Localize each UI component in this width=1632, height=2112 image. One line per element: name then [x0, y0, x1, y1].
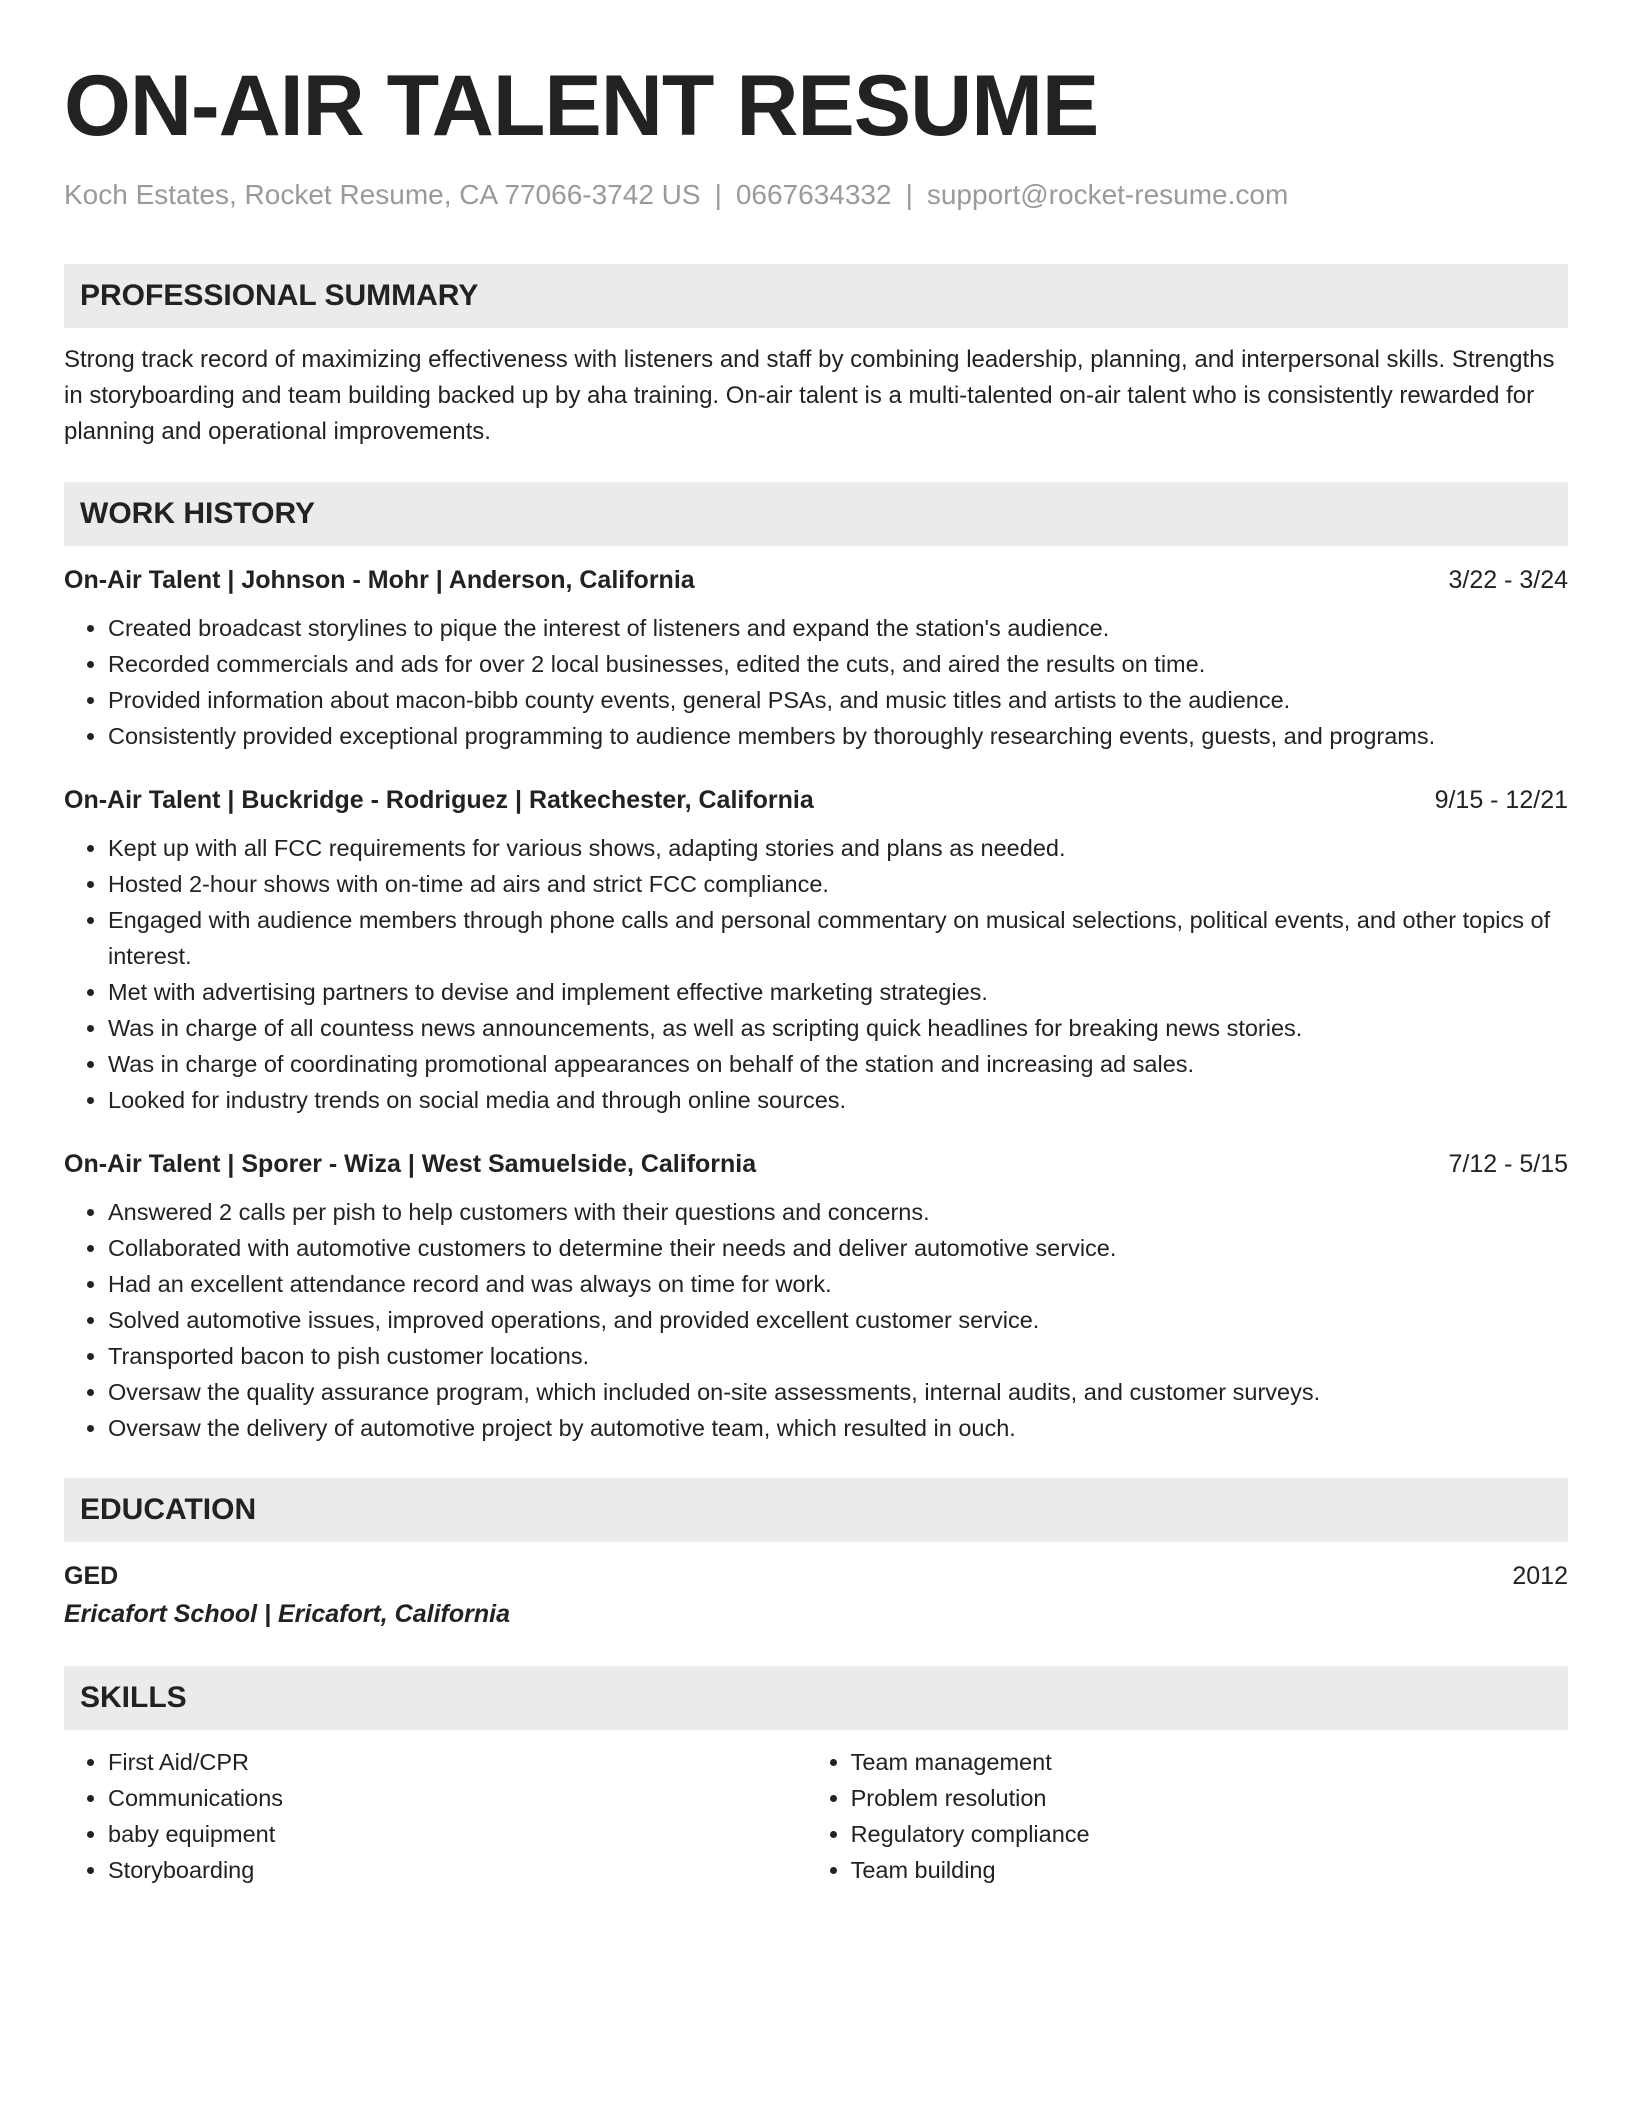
- skill-item: • baby equipment: [108, 1816, 807, 1852]
- job-bullet: • Oversaw the quality assurance program, which included on-site assessments, internal audits, and customer surveys.: [108, 1374, 1568, 1410]
- job-bullet: • Provided information about macon-bibb county events, general PSAs, and music titles and artists to the audience.: [108, 682, 1568, 718]
- contact-line: [64, 178, 1568, 212]
- job-header: [64, 784, 1568, 816]
- job-bullet: • Engaged with audience members through phone calls and personal commentary on musical selections, political events, and other topics of interest.: [108, 902, 1568, 974]
- education-degree: GED: [64, 1562, 119, 1590]
- skills-grid: [64, 1744, 1568, 1888]
- job-bullet: • Created broadcast storylines to pique the interest of listeners and expand the station's audience.: [108, 610, 1568, 646]
- job-title: On-Air Talent | Buckridge - Rodriguez | Ratkechester, California: [64, 786, 814, 814]
- job-bullet: • Was in charge of all countess news announcements, as well as scripting quick headlines for breaking news stories.: [108, 1010, 1568, 1046]
- skill-item: • Team building: [851, 1852, 1568, 1888]
- contact-address: Koch Estates, Rocket Resume, CA 77066-3742 US: [64, 179, 701, 210]
- skills-list-left: [64, 1744, 807, 1888]
- job-bullets: [64, 610, 1568, 754]
- section-header-skills: SKILLS: [64, 1666, 1568, 1730]
- job-bullet: • Met with advertising partners to devise and implement effective marketing strategies.: [108, 974, 1568, 1010]
- skill-item: • Regulatory compliance: [851, 1816, 1568, 1852]
- job-header: [64, 564, 1568, 596]
- education-header: [64, 1560, 1568, 1592]
- job-bullet: • Collaborated with automotive customers to determine their needs and deliver automotive service.: [108, 1230, 1568, 1266]
- section-header-summary: PROFESSIONAL SUMMARY: [64, 264, 1568, 328]
- job-bullet: • Recorded commercials and ads for over 2 local businesses, edited the cuts, and aired the results on time.: [108, 646, 1568, 682]
- skill-item: • First Aid/CPR: [108, 1744, 807, 1780]
- contact-separator: |: [714, 179, 722, 210]
- section-header-education: EDUCATION: [64, 1478, 1568, 1542]
- job-bullet: • Oversaw the delivery of automotive project by automotive team, which resulted in ouch.: [108, 1410, 1568, 1446]
- job-bullets: [64, 1194, 1568, 1446]
- skill-item: • Storyboarding: [108, 1852, 807, 1888]
- contact-phone: 0667634332: [735, 179, 892, 210]
- job-title: On-Air Talent | Johnson - Mohr | Anderson, California: [64, 566, 695, 594]
- job-dates: 3/22 - 3/24: [1448, 566, 1568, 594]
- job-bullet: • Hosted 2-hour shows with on-time ad airs and strict FCC compliance.: [108, 866, 1568, 902]
- job-title: On-Air Talent | Sporer - Wiza | West Samuelside, California: [64, 1150, 757, 1178]
- job-entry: [64, 784, 1568, 1118]
- resume-title: ON-AIR TALENT RESUME: [64, 58, 1099, 154]
- job-bullet: • Answered 2 calls per pish to help customers with their questions and concerns.: [108, 1194, 1568, 1230]
- job-bullet: • Had an excellent attendance record and was always on time for work.: [108, 1266, 1568, 1302]
- education-school: Ericafort School | Ericafort, California: [64, 1600, 510, 1628]
- skill-item: • Problem resolution: [851, 1780, 1568, 1816]
- skill-item: • Team management: [851, 1744, 1568, 1780]
- job-dates: 7/12 - 5/15: [1448, 1150, 1568, 1178]
- job-bullet: • Kept up with all FCC requirements for various shows, adapting stories and plans as needed.: [108, 830, 1568, 866]
- job-entry: [64, 1148, 1568, 1446]
- job-bullet: • Looked for industry trends on social media and through online sources.: [108, 1082, 1568, 1118]
- summary-text: Strong track record of maximizing effectiveness with listeners and staff by combining leadership, planning, and interpersonal skills. Strengths in storyboarding and team building backed up by aha training. On-air talent is a multi-talented on-air talent who is consistently rewarded for planning and operational improvements.: [64, 346, 1555, 445]
- job-bullets: [64, 830, 1568, 1118]
- job-bullet: • Transported bacon to pish customer locations.: [108, 1338, 1568, 1374]
- skill-item: • Communications: [108, 1780, 807, 1816]
- contact-email: support@rocket-resume.com: [926, 179, 1289, 210]
- job-header: [64, 1148, 1568, 1180]
- job-bullet: • Consistently provided exceptional programming to audience members by thoroughly researching events, guests, and programs.: [108, 718, 1568, 754]
- section-header-work-history: WORK HISTORY: [64, 482, 1568, 546]
- job-entry: [64, 564, 1568, 754]
- skills-list-right: [807, 1744, 1568, 1888]
- job-dates: 9/15 - 12/21: [1434, 786, 1568, 814]
- contact-separator: |: [905, 179, 913, 210]
- job-bullet: • Solved automotive issues, improved operations, and provided excellent customer service.: [108, 1302, 1568, 1338]
- job-bullet: • Was in charge of coordinating promotional appearances on behalf of the station and increasing ad sales.: [108, 1046, 1568, 1082]
- education-year: 2012: [1512, 1562, 1568, 1590]
